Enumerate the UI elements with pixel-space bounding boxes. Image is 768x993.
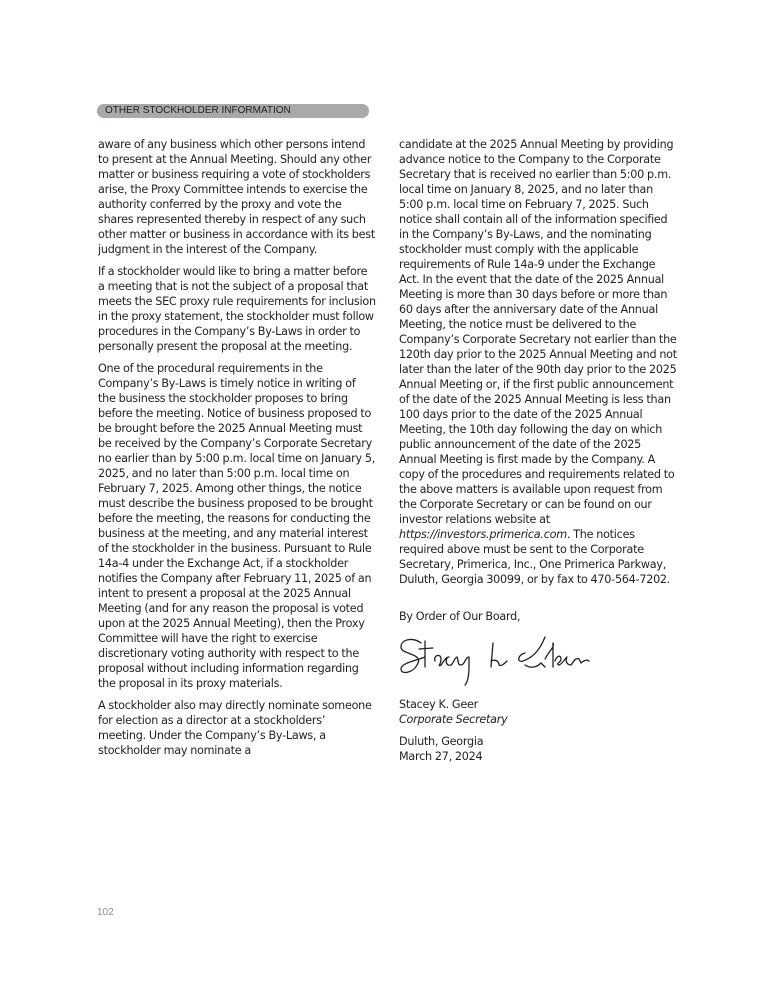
paragraph-other-business: aware of any business which other persons intend to present at the Annual Meeting. Should any other matter or business requiring a vote of stockholders arise, the Proxy Committee intends to exercise the authority conferred by the proxy and vote the shares represented thereby in respect of any such other matter or business in accordance with its best judgment in the interest of the Company. [98,138,376,256]
signing-date: March 27, 2024 [399,750,483,763]
paragraph-bring-matter: If a stockholder would like to bring a matter before a meeting that is not the subject of a proposal that meets the SEC proxy rule requirements for inclusion in the proxy statement, the stockholder must follow procedures in the Company’s By-Laws in order to personally present the proposal at the meeting. [98,265,376,353]
signer-block [399,697,677,764]
page-number: 102 [97,907,114,918]
notice-address-text: . The notices required above must be sent to the Corporate Secretary, Primerica, Inc., One Primerica Parkway, Duluth, Georgia 30099, or by fax to 470-564-7202. [399,528,671,586]
paragraph-nomination-notice [399,137,677,587]
closing-line: By Order of Our Board, [399,610,521,623]
section-header-label: OTHER STOCKHOLDER INFORMATION [105,105,291,116]
handwritten-signature-icon [395,631,595,689]
left-text-column [98,137,376,765]
signer-title: Corporate Secretary [399,713,508,726]
investor-relations-link[interactable]: https://investors.primerica.com [399,528,567,541]
paragraph-direct-nomination: A stockholder also may directly nominate someone for election as a director at a stockholders’ meeting. Under the Company’s By-Laws, a stockholder may nominate a [98,699,372,757]
signer-name: Stacey K. Geer [399,698,478,711]
nomination-notice-text: candidate at the 2025 Annual Meeting by providing advance notice to the Company to the Corporate Secretary that is received no earlier than 5:00 p.m. local time on January 8, 2025, and no later than 5:00 p.m. local time on February 7, 2025. Such notice shall contain all of the information specified in the Company’s By-Laws, and the nominating stockholder must comply with the applicable requirements of Rule 14a-9 under the Exchange Act. In the event that the date of the 2025 Annual Meeting is more than 30 days before or more than 60 days after the anniversary date of the Annual Meeting, the notice must be delivered to the Company’s Corporate Secretary not earlier than the 120th day prior to the 2025 Annual Meeting and not later than the later of the 90th day prior to the 2025 Annual Meeting or, if the first public announcement of the date of the 2025 Annual Meeting is less than 100 days prior to the date of the 2025 Annual Meeting, the 10th day following the day on which public announcement of the date of the 2025 Annual Meeting is first made by the Company. A copy of the procedures and requirements related to the above matters is available upon request from the Corporate Secretary or can be found on our investor relations website at [399,138,677,526]
right-text-column [399,137,677,764]
paragraph-procedural-requirements: One of the procedural requirements in the Company’s By-Laws is timely notice in writing of the business the stockholder proposes to bring before the meeting. Notice of business proposed to be brought before the 2025 Annual Meeting must be received by the Company’s Corporate Secretary no earlier than by 5:00 p.m. local time on January 5, 2025, and no later than 5:00 p.m. local time on February 7, 2025. Among other things, the notice must describe the business proposed to be brought before the meeting, the reasons for conducting the business at the meeting, and any material interest of the stockholder in the business. Pursuant to Rule 14a-4 under the Exchange Act, if a stockholder notifies the Company after February 11, 2025 of an intent to present a proposal at the 2025 Annual Meeting (and for any reason the proposal is voted upon at the 2025 Annual Meeting), then the Proxy Committee will have the right to exercise discretionary voting authority with respect to the proposal without including information regarding the proposal in its proxy materials. [98,362,376,690]
section-header-bar [97,104,369,118]
signing-location: Duluth, Georgia [399,735,484,748]
